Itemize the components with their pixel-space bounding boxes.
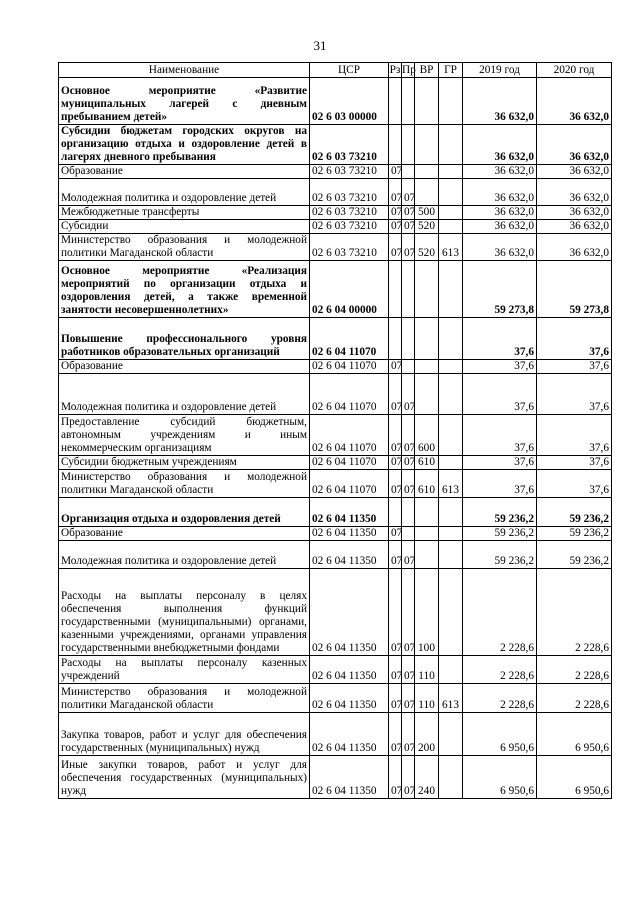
row-rz: 07 [389, 756, 402, 799]
row-2019: 37,6 [463, 415, 537, 456]
row-pr: 07 [402, 684, 415, 713]
row-csr: 02 6 04 11070 [310, 415, 389, 456]
header-2019: 2019 год [463, 63, 537, 78]
row-rz: 07 [389, 569, 402, 656]
row-pr: 07 [402, 569, 415, 656]
row-vr: 200 [415, 713, 439, 756]
row-gr [439, 498, 463, 527]
row-2020: 2 228,6 [537, 684, 612, 713]
row-2019: 59 236,2 [463, 498, 537, 527]
row-csr: 02 6 04 11350 [310, 656, 389, 684]
row-name: Образование [59, 165, 310, 179]
row-vr: 500 [415, 206, 439, 220]
row-gr [439, 360, 463, 374]
row-gr [439, 541, 463, 569]
table-row [59, 374, 612, 415]
row-csr: 02 6 03 73210 [310, 234, 389, 261]
row-name: Образование [59, 360, 310, 374]
row-vr: 520 [415, 234, 439, 261]
row-2020: 37,6 [537, 415, 612, 456]
row-vr [415, 78, 439, 125]
row-rz [389, 78, 402, 125]
row-csr: 02 6 04 11350 [310, 527, 389, 541]
table-row [59, 498, 612, 527]
row-name: Расходы на выплаты персоналу казенных учреждений [59, 656, 310, 684]
row-pr: 07 [402, 179, 415, 206]
row-rz: 07 [389, 220, 402, 234]
row-rz [389, 125, 402, 165]
row-rz: 07 [389, 360, 402, 374]
row-csr: 02 6 04 11070 [310, 470, 389, 498]
row-vr: 240 [415, 756, 439, 799]
row-rz: 07 [389, 179, 402, 206]
row-vr [415, 374, 439, 415]
row-rz: 07 [389, 234, 402, 261]
row-2019: 37,6 [463, 374, 537, 415]
header-2020: 2020 год [537, 63, 612, 78]
header-csr: ЦСР [310, 63, 389, 78]
row-csr: 02 6 03 73210 [310, 220, 389, 234]
table-row [59, 656, 612, 684]
row-gr [439, 179, 463, 206]
row-csr: 02 6 04 11350 [310, 713, 389, 756]
table-row [59, 456, 612, 470]
row-2020: 59 236,2 [537, 541, 612, 569]
row-2020: 6 950,6 [537, 713, 612, 756]
table-row [59, 78, 612, 125]
row-pr: 07 [402, 713, 415, 756]
row-pr [402, 165, 415, 179]
row-2020: 37,6 [537, 360, 612, 374]
row-gr [439, 318, 463, 360]
row-pr: 07 [402, 234, 415, 261]
header-gr: ГР [439, 63, 463, 78]
table-row [59, 220, 612, 234]
row-csr: 02 6 03 00000 [310, 78, 389, 125]
row-rz: 07 [389, 527, 402, 541]
row-2019: 6 950,6 [463, 756, 537, 799]
row-gr: 613 [439, 234, 463, 261]
row-rz: 07 [389, 470, 402, 498]
row-2020: 36 632,0 [537, 78, 612, 125]
row-rz [389, 318, 402, 360]
row-pr [402, 360, 415, 374]
table-row [59, 684, 612, 713]
row-2020: 59 273,8 [537, 261, 612, 318]
row-gr [439, 78, 463, 125]
row-name: Иные закупки товаров, работ и услуг для обеспечения государственных (муниципальных) нужд [59, 756, 310, 799]
row-vr: 110 [415, 684, 439, 713]
row-name: Министерство образования и молодежной политики Магаданской области [59, 684, 310, 713]
row-vr: 610 [415, 456, 439, 470]
row-name: Организация отдыха и оздоровления детей [59, 498, 310, 527]
row-2020: 36 632,0 [537, 165, 612, 179]
row-pr: 07 [402, 206, 415, 220]
table-row [59, 234, 612, 261]
row-pr: 07 [402, 220, 415, 234]
row-name: Закупка товаров, работ и услуг для обеспечения государственных (муниципальных) нужд [59, 713, 310, 756]
row-pr: 07 [402, 415, 415, 456]
row-pr [402, 125, 415, 165]
row-2019: 36 632,0 [463, 220, 537, 234]
row-pr [402, 498, 415, 527]
row-name: Основное мероприятие «Развитие муниципальных лагерей с дневным пребыванием детей» [59, 78, 310, 125]
row-vr [415, 318, 439, 360]
row-rz: 07 [389, 165, 402, 179]
row-pr: 07 [402, 456, 415, 470]
table-row [59, 165, 612, 179]
row-gr [439, 374, 463, 415]
table-row [59, 261, 612, 318]
row-pr: 07 [402, 541, 415, 569]
row-name: Повышение профессионального уровня работников образовательных организаций [59, 318, 310, 360]
table-row [59, 569, 612, 656]
row-rz: 07 [389, 684, 402, 713]
row-gr [439, 713, 463, 756]
table-row [59, 125, 612, 165]
row-2019: 37,6 [463, 360, 537, 374]
row-gr: 613 [439, 470, 463, 498]
row-name: Молодежная политика и оздоровление детей [59, 541, 310, 569]
row-gr [439, 456, 463, 470]
row-csr: 02 6 04 11070 [310, 360, 389, 374]
row-2019: 2 228,6 [463, 684, 537, 713]
row-vr [415, 360, 439, 374]
row-vr: 100 [415, 569, 439, 656]
row-vr: 110 [415, 656, 439, 684]
table-row [59, 415, 612, 456]
row-2020: 2 228,6 [537, 656, 612, 684]
row-2020: 36 632,0 [537, 125, 612, 165]
row-pr [402, 527, 415, 541]
row-csr: 02 6 03 73210 [310, 206, 389, 220]
table-row [59, 360, 612, 374]
table-row [59, 756, 612, 799]
row-2019: 36 632,0 [463, 125, 537, 165]
row-pr: 07 [402, 374, 415, 415]
row-gr [439, 206, 463, 220]
row-csr: 02 6 04 11070 [310, 456, 389, 470]
row-2019: 37,6 [463, 318, 537, 360]
row-rz [389, 261, 402, 318]
header-vr: ВР [415, 63, 439, 78]
row-rz: 07 [389, 206, 402, 220]
row-name: Министерство образования и молодежной политики Магаданской области [59, 470, 310, 498]
row-csr: 02 6 04 11350 [310, 569, 389, 656]
row-gr [439, 569, 463, 656]
row-rz: 07 [389, 456, 402, 470]
row-2020: 59 236,2 [537, 527, 612, 541]
row-vr [415, 498, 439, 527]
header-rz: Рз [389, 63, 401, 76]
row-2019: 59 236,2 [463, 541, 537, 569]
row-gr [439, 756, 463, 799]
row-2019: 6 950,6 [463, 713, 537, 756]
row-name: Предоставление субсидий бюджетным, автономным учреждениям и иным некоммерческим организациям [59, 415, 310, 456]
header-pr: Пр [402, 63, 416, 76]
row-vr [415, 527, 439, 541]
row-name: Субсидии бюджетам городских округов на организацию отдыха и оздоровление детей в лагерях дневного пребывания [59, 125, 310, 165]
row-name: Субсидии бюджетным учреждениям [59, 456, 310, 470]
table-row [59, 206, 612, 220]
row-2019: 2 228,6 [463, 569, 537, 656]
row-name: Молодежная политика и оздоровление детей [59, 179, 310, 206]
row-2020: 2 228,6 [537, 569, 612, 656]
row-gr [439, 656, 463, 684]
row-2019: 36 632,0 [463, 179, 537, 206]
row-rz: 07 [389, 713, 402, 756]
row-vr [415, 125, 439, 165]
table-row [59, 470, 612, 498]
row-2020: 36 632,0 [537, 220, 612, 234]
row-2019: 2 228,6 [463, 656, 537, 684]
row-2019: 36 632,0 [463, 165, 537, 179]
row-csr: 02 6 04 11070 [310, 318, 389, 360]
row-csr: 02 6 04 11350 [310, 541, 389, 569]
row-csr: 02 6 04 11070 [310, 374, 389, 415]
row-gr: 613 [439, 684, 463, 713]
row-2020: 36 632,0 [537, 234, 612, 261]
row-pr: 07 [402, 656, 415, 684]
row-2020: 37,6 [537, 318, 612, 360]
budget-table [58, 62, 612, 799]
row-name: Министерство образования и молодежной политики Магаданской области [59, 234, 310, 261]
row-rz: 07 [389, 374, 402, 415]
row-gr [439, 165, 463, 179]
row-2019: 59 273,8 [463, 261, 537, 318]
row-name: Межбюджетные трансферты [59, 206, 310, 220]
row-vr [415, 261, 439, 318]
row-2020: 6 950,6 [537, 756, 612, 799]
row-pr [402, 261, 415, 318]
table-row [59, 541, 612, 569]
row-2020: 37,6 [537, 456, 612, 470]
row-gr [439, 415, 463, 456]
row-gr [439, 220, 463, 234]
table-row [59, 713, 612, 756]
table-row [59, 179, 612, 206]
row-pr [402, 78, 415, 125]
row-name: Основное мероприятие «Реализация мероприятий по организации отдыха и оздоровления детей, а также временной занятости несовершеннолетних» [59, 261, 310, 318]
row-2020: 59 236,2 [537, 498, 612, 527]
row-vr [415, 179, 439, 206]
row-vr: 520 [415, 220, 439, 234]
row-2019: 36 632,0 [463, 78, 537, 125]
row-2020: 37,6 [537, 374, 612, 415]
row-name: Образование [59, 527, 310, 541]
row-rz: 07 [389, 415, 402, 456]
row-pr [402, 318, 415, 360]
row-csr: 02 6 03 73210 [310, 125, 389, 165]
row-pr: 07 [402, 756, 415, 799]
row-2020: 36 632,0 [537, 179, 612, 206]
table-header-row [59, 63, 612, 78]
row-vr [415, 541, 439, 569]
row-rz: 07 [389, 541, 402, 569]
row-csr: 02 6 04 11350 [310, 498, 389, 527]
row-2019: 37,6 [463, 470, 537, 498]
row-name: Расходы на выплаты персоналу в целях обеспечения выполнения функций государственными (муниципальными) органами, казенными учреждениями, органами управления государственными внебюджетными фондами [59, 569, 310, 656]
header-name: Наименование [59, 63, 310, 78]
row-2019: 37,6 [463, 456, 537, 470]
row-2020: 36 632,0 [537, 206, 612, 220]
page-number: 31 [313, 38, 327, 53]
row-2019: 36 632,0 [463, 206, 537, 220]
row-vr: 600 [415, 415, 439, 456]
row-2019: 36 632,0 [463, 234, 537, 261]
row-vr [415, 165, 439, 179]
row-csr: 02 6 04 11350 [310, 756, 389, 799]
row-rz [389, 498, 402, 527]
row-gr [439, 527, 463, 541]
row-name: Субсидии [59, 220, 310, 234]
row-csr: 02 6 03 73210 [310, 165, 389, 179]
row-csr: 02 6 03 73210 [310, 179, 389, 206]
table-row [59, 318, 612, 360]
row-pr: 07 [402, 470, 415, 498]
row-rz: 07 [389, 656, 402, 684]
row-name: Молодежная политика и оздоровление детей [59, 374, 310, 415]
row-gr [439, 125, 463, 165]
row-gr [439, 261, 463, 318]
row-vr: 610 [415, 470, 439, 498]
row-csr: 02 6 04 00000 [310, 261, 389, 318]
row-2019: 59 236,2 [463, 527, 537, 541]
row-2020: 37,6 [537, 470, 612, 498]
row-csr: 02 6 04 11350 [310, 684, 389, 713]
table-row [59, 527, 612, 541]
